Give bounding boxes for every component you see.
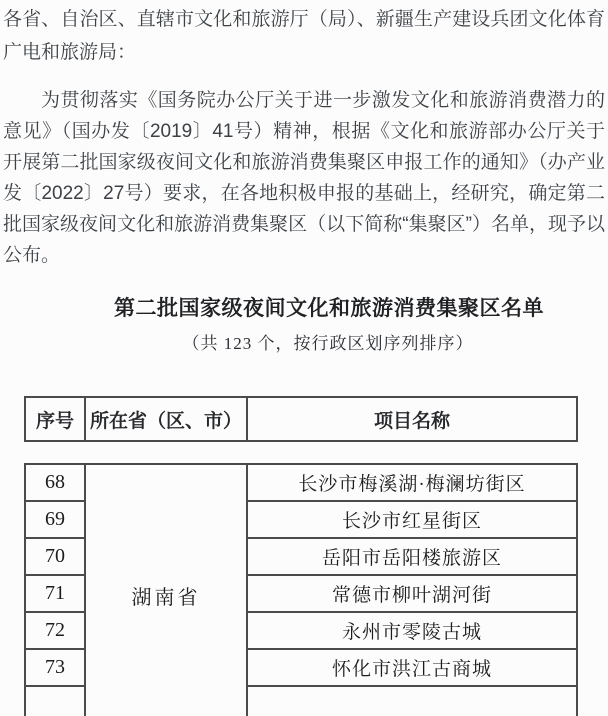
seq-cell: 72 [25, 612, 85, 649]
seq-cell: 71 [25, 575, 85, 612]
project-name-cell: 常德市柳叶湖河街 [247, 575, 577, 612]
header-row [25, 397, 577, 441]
body-paragraph: 为贯彻落实《国务院办公厅关于进一步激发文化和旅游消费潜力的意见》（国办发〔2019〕41号）精神，根据《文化和旅游部办公厅关于开展第二批国家级夜间文化和旅游消费集聚区申报工作的通知》（办产业发〔2022〕27号）要求，在各地积极申报的基础上，经研究，确定第二批国家级夜间文化和旅游消费集聚区（以下简称“集聚区”）名单，现予以公布。 [3, 90, 605, 266]
seq-cell [25, 686, 85, 716]
project-name-cell: 永州市零陵古城 [247, 612, 577, 649]
seq-cell: 68 [25, 464, 85, 501]
column-header-project: 项目名称 [247, 397, 577, 441]
province-cell: 湖南省 [85, 464, 247, 716]
project-name-cell: 长沙市梅溪湖·梅澜坊街区 [247, 464, 577, 501]
project-name-cell [247, 686, 577, 716]
seq-cell: 70 [25, 538, 85, 575]
salutation-line: 各省、自治区、直辖市文化和旅游厅（局）、新疆生产建设兵团文化体育广电和旅游局： [3, 9, 605, 63]
project-name-cell: 怀化市洪江古商城 [247, 649, 577, 686]
seq-cell: 69 [25, 501, 85, 538]
project-name-cell: 长沙市红星街区 [247, 501, 577, 538]
seq-cell: 73 [25, 649, 85, 686]
list-subtitle: （共 123 个，按行政区划序列排序） [182, 334, 474, 353]
project-name-cell: 岳阳市岳阳楼旅游区 [247, 538, 577, 575]
list-title: 第二批国家级夜间文化和旅游消费集聚区名单 [114, 297, 544, 320]
column-header-province: 所在省（区、市） [85, 397, 247, 441]
table-row [25, 464, 577, 501]
list-table-body [24, 463, 578, 716]
list-table-header [24, 396, 578, 442]
column-header-seq: 序号 [25, 397, 85, 441]
